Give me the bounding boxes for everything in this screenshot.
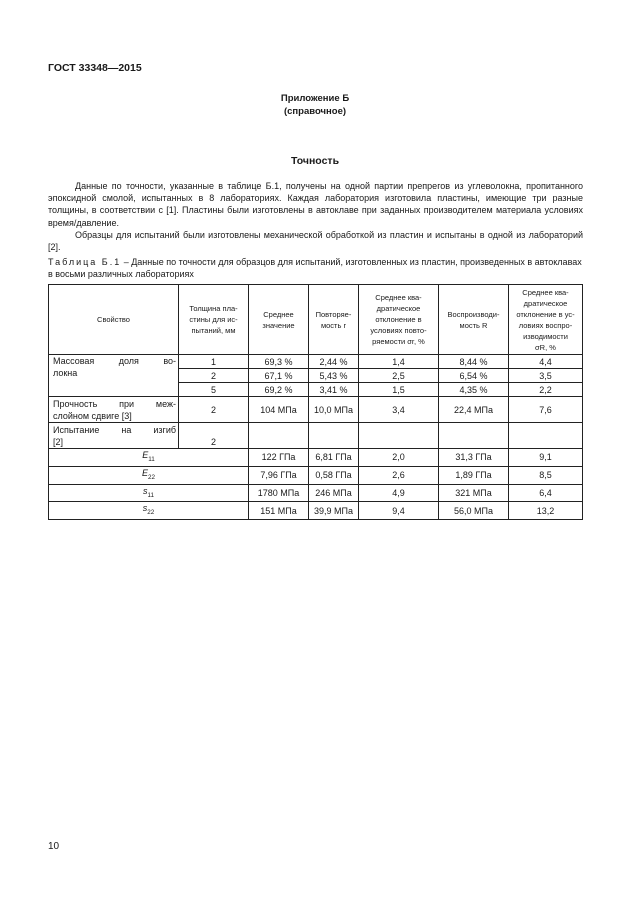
table-caption-label: Таблица Б.1 [48,257,122,267]
cell-mean: 7,96 ГПа [249,466,309,484]
cell-reproducibility [439,423,509,449]
cell-repeatability: 3,41 % [309,383,359,397]
cell-repeatability: 6,81 ГПа [309,449,359,467]
cell-sd-reproducibility: 4,4 [509,355,583,369]
table-row [49,355,583,369]
cell-sd-reproducibility: 2,2 [509,383,583,397]
cell-thickness: 2 [179,397,249,423]
row-symbol: $E_{22}$ [49,466,249,484]
cell-sd-reproducibility: 9,1 [509,449,583,467]
paragraph-1: Данные по точности, указанные в таблице Б.1, получены на одной партии препрегов из углеволокна, пропитанного эпоксидной смолой, испытанных в 8 лабораториях. Каждая лаборатория изготовила пластины, имеющие три разные толщины, в соответствии с [1]. Пластины были изготовлены в автоклаве при заданных производителем материала условиях время/давление. [48,181,583,228]
paragraph-2: Образцы для испытаний были изготовлены механической обработкой из пластин и испытаны в одной из лабораторий [2]. [48,229,583,253]
cell-mean: 67,1 % [249,369,309,383]
cell-reproducibility: 1,89 ГПа [439,466,509,484]
standard-code: ГОСТ 33348—2015 [48,62,142,74]
cell-sd-reproducibility: 8,5 [509,466,583,484]
table-row [49,484,583,502]
cell-sd-repeatability: 2,5 [359,369,439,383]
cell-mean: 122 ГПа [249,449,309,467]
cell-repeatability [309,423,359,449]
section-title: Точность [290,155,340,167]
table-row [49,423,583,449]
cell-sd-repeatability: 2,6 [359,466,439,484]
row-property: Массовая доля во- локна [49,355,179,397]
header-sd-reproducibility: Среднее ква- дратическое отклонение в ус- ловиях воспро- изводимости σR, % [509,285,583,355]
table-row [49,466,583,484]
cell-mean: 151 МПа [249,502,309,520]
header-sd-repeatability: Среднее ква- дратическое отклонение в условиях повто- ряемости σr, % [359,285,439,355]
header-thickness: Толщина пла- стины для ис- пытаний, мм [179,285,249,355]
cell-sd-reproducibility: 3,5 [509,369,583,383]
cell-mean: 69,3 % [249,355,309,369]
table-caption [48,257,583,280]
cell-reproducibility: 6,54 % [439,369,509,383]
row-symbol: $s_{11}$ [49,484,249,502]
cell-repeatability: 0,58 ГПа [309,466,359,484]
cell-reproducibility: 22,4 МПа [439,397,509,423]
table-header-row [49,285,583,355]
cell-reproducibility: 31,3 ГПа [439,449,509,467]
cell-mean: 69,2 % [249,383,309,397]
annex-title: Приложение Б [280,93,350,104]
cell-reproducibility: 56,0 МПа [439,502,509,520]
cell-repeatability: 39,9 МПа [309,502,359,520]
cell-sd-repeatability: 1,5 [359,383,439,397]
cell-repeatability: 246 МПа [309,484,359,502]
cell-thickness: 1 [179,355,249,369]
cell-mean: 104 МПа [249,397,309,423]
header-property: Свойство [49,285,179,355]
cell-reproducibility: 4,35 % [439,383,509,397]
table-row [49,502,583,520]
cell-sd-reproducibility: 7,6 [509,397,583,423]
row-property: Прочность при меж- слойном сдвиге [3] [49,397,179,423]
header-repeatability: Повторяе- мость r [309,285,359,355]
row-property: Испытание на изгиб [2] [49,423,179,449]
cell-repeatability: 10,0 МПа [309,397,359,423]
header-reproducibility: Воспроизводи- мость R [439,285,509,355]
body-text [48,180,583,253]
table-caption-text: – Данные по точности для образцов для испытаний, изготовленных из пластин, произведенных в автоклавах в восьми различных лабораториях [48,257,582,279]
row-symbol: $E_{11}$ [49,449,249,467]
table-row [49,397,583,423]
cell-sd-repeatability [359,423,439,449]
cell-mean [249,423,309,449]
cell-repeatability: 5,43 % [309,369,359,383]
annex-status: (справочное) [283,106,347,117]
cell-sd-reproducibility: 6,4 [509,484,583,502]
precision-table [48,284,583,520]
cell-repeatability: 2,44 % [309,355,359,369]
cell-mean: 1780 МПа [249,484,309,502]
cell-thickness: 5 [179,383,249,397]
cell-sd-repeatability: 4,9 [359,484,439,502]
cell-thickness: 2 [179,423,249,449]
cell-sd-repeatability: 9,4 [359,502,439,520]
page-number: 10 [48,841,60,852]
cell-sd-reproducibility: 13,2 [509,502,583,520]
cell-reproducibility: 321 МПа [439,484,509,502]
cell-sd-repeatability: 3,4 [359,397,439,423]
cell-sd-reproducibility [509,423,583,449]
cell-sd-repeatability: 1,4 [359,355,439,369]
cell-sd-repeatability: 2,0 [359,449,439,467]
cell-thickness: 2 [179,369,249,383]
cell-reproducibility: 8,44 % [439,355,509,369]
annex-heading [0,92,630,118]
row-symbol: $s_{22}$ [49,502,249,520]
header-mean: Среднее значение [249,285,309,355]
table-row [49,449,583,467]
